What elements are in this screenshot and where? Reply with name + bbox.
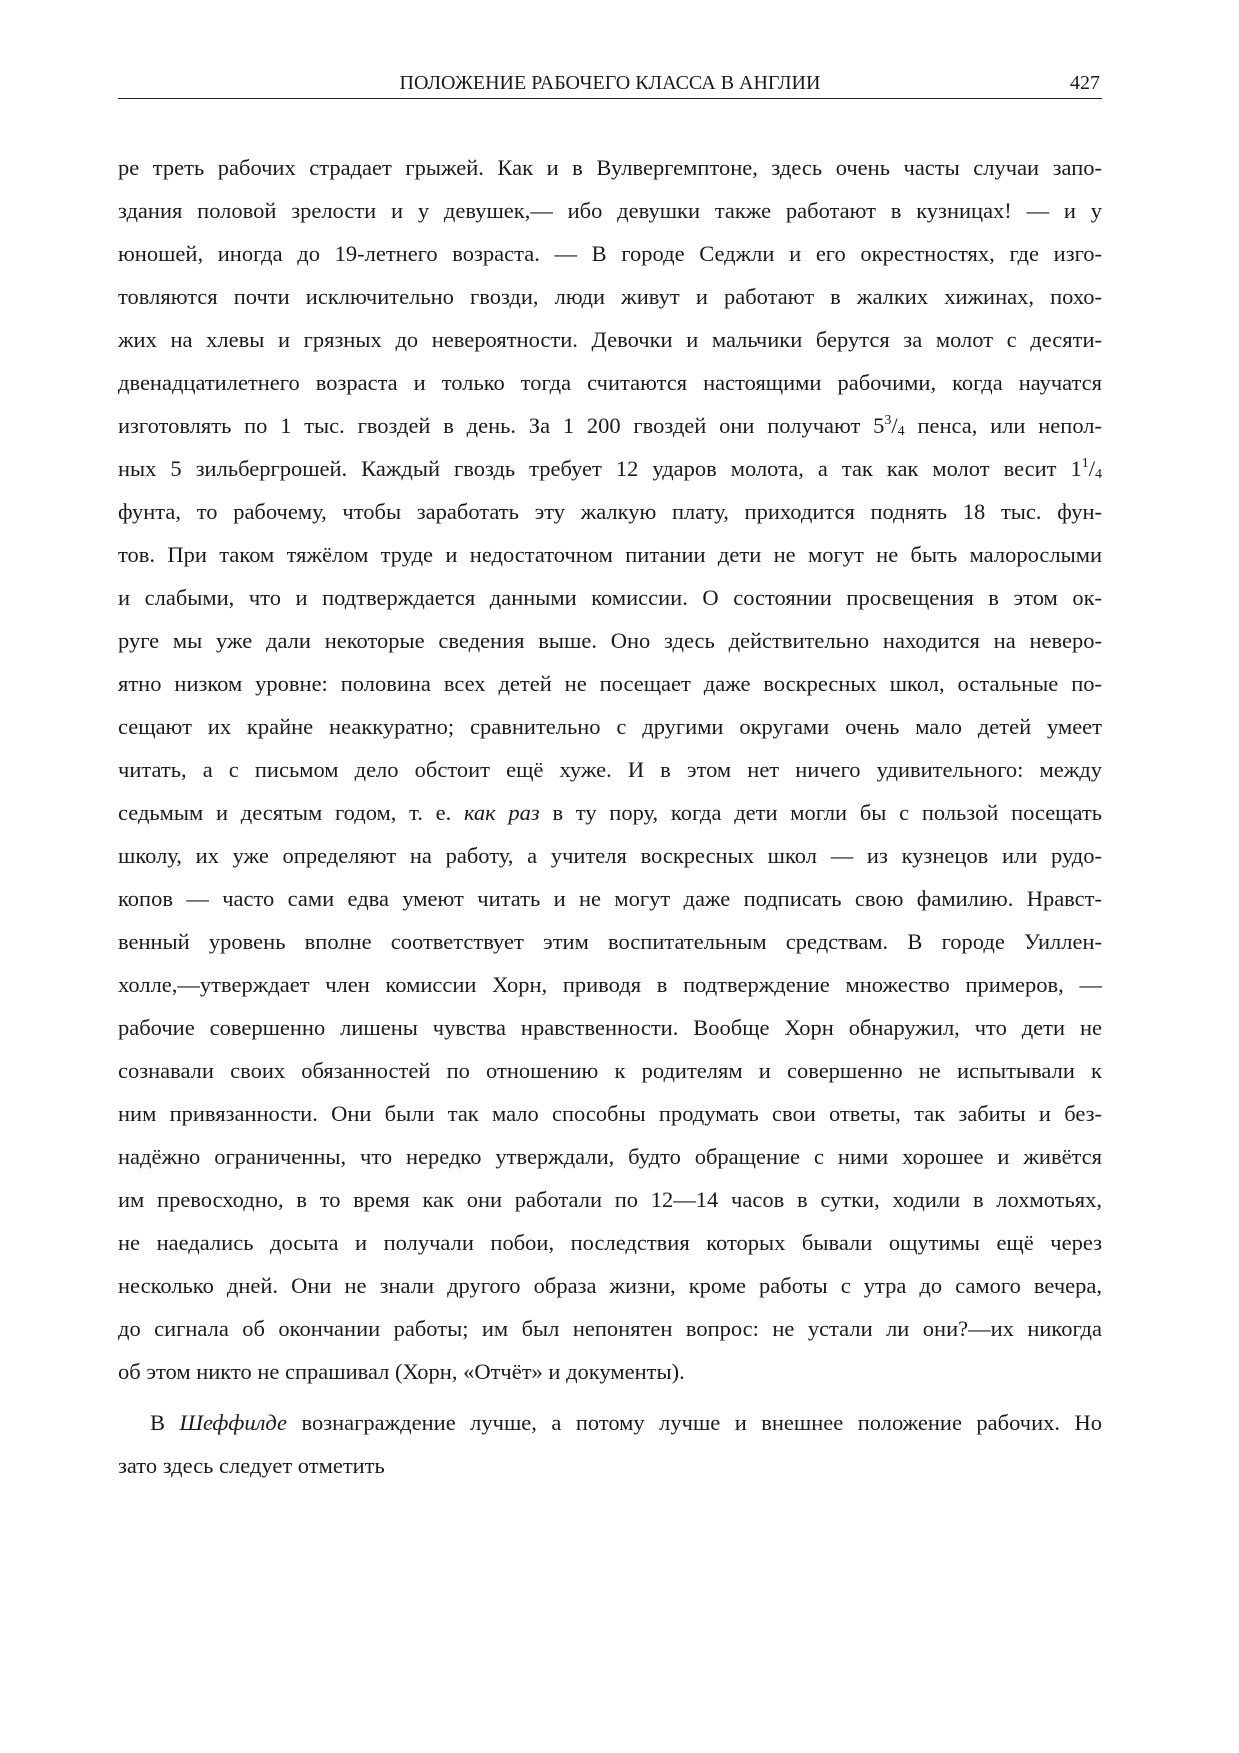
line-text: вознаграждение лучше, а потому лучше и внешнее положение рабочих. Но: [287, 1410, 1102, 1435]
emphasis-text: как раз: [463, 800, 540, 825]
line-text: надёжно ограниченны, что нередко утверждали, будто обращение с ними хорошее и живётся: [118, 1144, 1102, 1169]
line-text: несколько дней. Они не знали другого образа жизни, кроме работы с утра до самого вечера,: [118, 1273, 1102, 1298]
fraction-denominator: 4: [897, 424, 905, 439]
line-text: ных 5 зильбергрошей. Каждый гвоздь требует 12 ударов молота, а так как молот весит 1: [118, 456, 1082, 481]
text-line: [118, 146, 1102, 189]
text-line: [118, 1264, 1102, 1307]
text-line: [118, 791, 1102, 834]
fraction-numerator: 1: [1081, 456, 1089, 471]
line-text: юношей, иногда до 19-летнего возраста. — В городе Седжли и его окрестностях, где изго-: [118, 241, 1102, 266]
running-header: [118, 70, 1102, 99]
text-line: [118, 576, 1102, 619]
text-line: [118, 1444, 1102, 1487]
line-text: седьмым и десятым годом, т. е.: [118, 800, 464, 825]
fraction-slash: /: [891, 413, 898, 438]
running-title: ПОЛОЖЕНИЕ РАБОЧЕГО КЛАССА В АНГЛИИ: [399, 72, 821, 94]
line-text: сещают их крайне неаккуратно; сравнительно с другими округами очень мало детей умеет: [118, 714, 1102, 739]
line-text: изготовлять по 1 тыс. гвоздей в день. За 1 200 гвоздей они получают 5: [118, 413, 885, 438]
page-number: 427: [1070, 72, 1100, 94]
line-text: школу, их уже определяют на работу, а учителя воскресных школ — из кузнецов или рудо-: [118, 843, 1102, 868]
emphasis-text: Шеффилде: [179, 1410, 288, 1435]
fraction-numerator: 3: [884, 413, 892, 428]
line-text: ре треть рабочих страдает грыжей. Как и в Вулвергемптоне, здесь очень часты случаи запо-: [118, 155, 1102, 180]
line-text: читать, а с письмом дело обстоит ещё хуже. И в этом нет ничего удивительного: между: [118, 757, 1102, 782]
text-line: [118, 189, 1102, 232]
line-text: В: [150, 1410, 180, 1435]
line-text: холле,—утверждает член комиссии Хорн, приводя в подтверждение множество примеров, —: [118, 972, 1102, 997]
fraction-slash: /: [1088, 456, 1095, 481]
line-text: и слабыми, что и подтверждается данными комиссии. О состоянии просвещения в этом ок-: [118, 585, 1102, 610]
body-text: [118, 146, 1102, 1487]
text-line: [118, 963, 1102, 1006]
text-line: [118, 490, 1102, 533]
text-line: [118, 1049, 1102, 1092]
line-text: сознавали своих обязанностей по отношению к родителям и совершенно не испытывали к: [118, 1058, 1102, 1083]
text-line: [118, 1401, 1102, 1444]
text-line: [118, 318, 1102, 361]
text-line: [118, 1006, 1102, 1049]
line-text: ним привязанности. Они были так мало способны продумать свои ответы, так забиты и без-: [118, 1101, 1102, 1126]
text-line: [118, 361, 1102, 404]
line-text: не наедались досыта и получали побои, последствия которых бывали ощутимы ещё через: [118, 1230, 1102, 1255]
text-line: [118, 1092, 1102, 1135]
line-text: в ту пору, когда дети могли бы с пользой посещать: [539, 800, 1103, 825]
line-text: двенадцатилетнего возраста и только тогда считаются настоящими рабочими, когда научатся: [118, 370, 1102, 395]
text-line: [118, 619, 1102, 662]
line-text: тов. При таком тяжёлом труде и недостаточном питании дети не могут не быть малорослыми: [118, 542, 1102, 567]
text-line: [118, 920, 1102, 963]
text-line: [118, 705, 1102, 748]
text-line: [118, 275, 1102, 318]
line-text: фунта, то рабочему, чтобы заработать эту жалкую плату, приходится поднять 18 тыс. фун-: [118, 499, 1102, 524]
fraction-denominator: 4: [1095, 467, 1102, 482]
line-text: здания половой зрелости и у девушек,— ибо девушки также работают в кузницах! — и у: [118, 198, 1102, 223]
text-line: [118, 533, 1102, 576]
text-line: [118, 404, 1102, 447]
line-text: копов — часто сами едва умеют читать и не могут даже подписать свою фамилию. Нравст-: [118, 886, 1102, 911]
line-text: им превосходно, в то время как они работали по 12—14 часов в сутки, ходили в лохмотьях,: [118, 1187, 1102, 1212]
line-text: жих на хлевы и грязных до невероятности. Девочки и мальчики берутся за молот с десяти-: [118, 327, 1102, 352]
line-text: руге мы уже дали некоторые сведения выше. Оно здесь действительно находится на неверо-: [118, 628, 1102, 653]
line-text: венный уровень вполне соответствует этим воспитательным средствам. В городе Уиллен-: [118, 929, 1102, 954]
text-line: [118, 1350, 1102, 1393]
line-text: товляются почти исключительно гвозди, люди живут и работают в жалких хижинах, похо-: [118, 284, 1102, 309]
line-text: рабочие совершенно лишены чувства нравственности. Вообще Хорн обнаружил, что дети не: [118, 1015, 1102, 1040]
text-line: [118, 1178, 1102, 1221]
text-line: [118, 1221, 1102, 1264]
text-line: [118, 1307, 1102, 1350]
text-line: [118, 662, 1102, 705]
paragraph-gap: [118, 1393, 1102, 1401]
line-text: ятно низком уровне: половина всех детей не посещает даже воскресных школ, остальные по-: [118, 671, 1102, 696]
text-line: [118, 1135, 1102, 1178]
text-line: [118, 232, 1102, 275]
text-line: [118, 447, 1102, 490]
text-line: [118, 834, 1102, 877]
line-text: пенса, или непол-: [904, 413, 1102, 438]
line-text: об этом никто не спрашивал (Хорн, «Отчёт» и документы).: [118, 1359, 685, 1384]
line-text: до сигнала об окончании работы; им был непонятен вопрос: не устали ли они?—их никогда: [118, 1316, 1102, 1341]
line-text: зато здесь следует отметить: [118, 1453, 385, 1478]
text-line: [118, 748, 1102, 791]
text-line: [118, 877, 1102, 920]
